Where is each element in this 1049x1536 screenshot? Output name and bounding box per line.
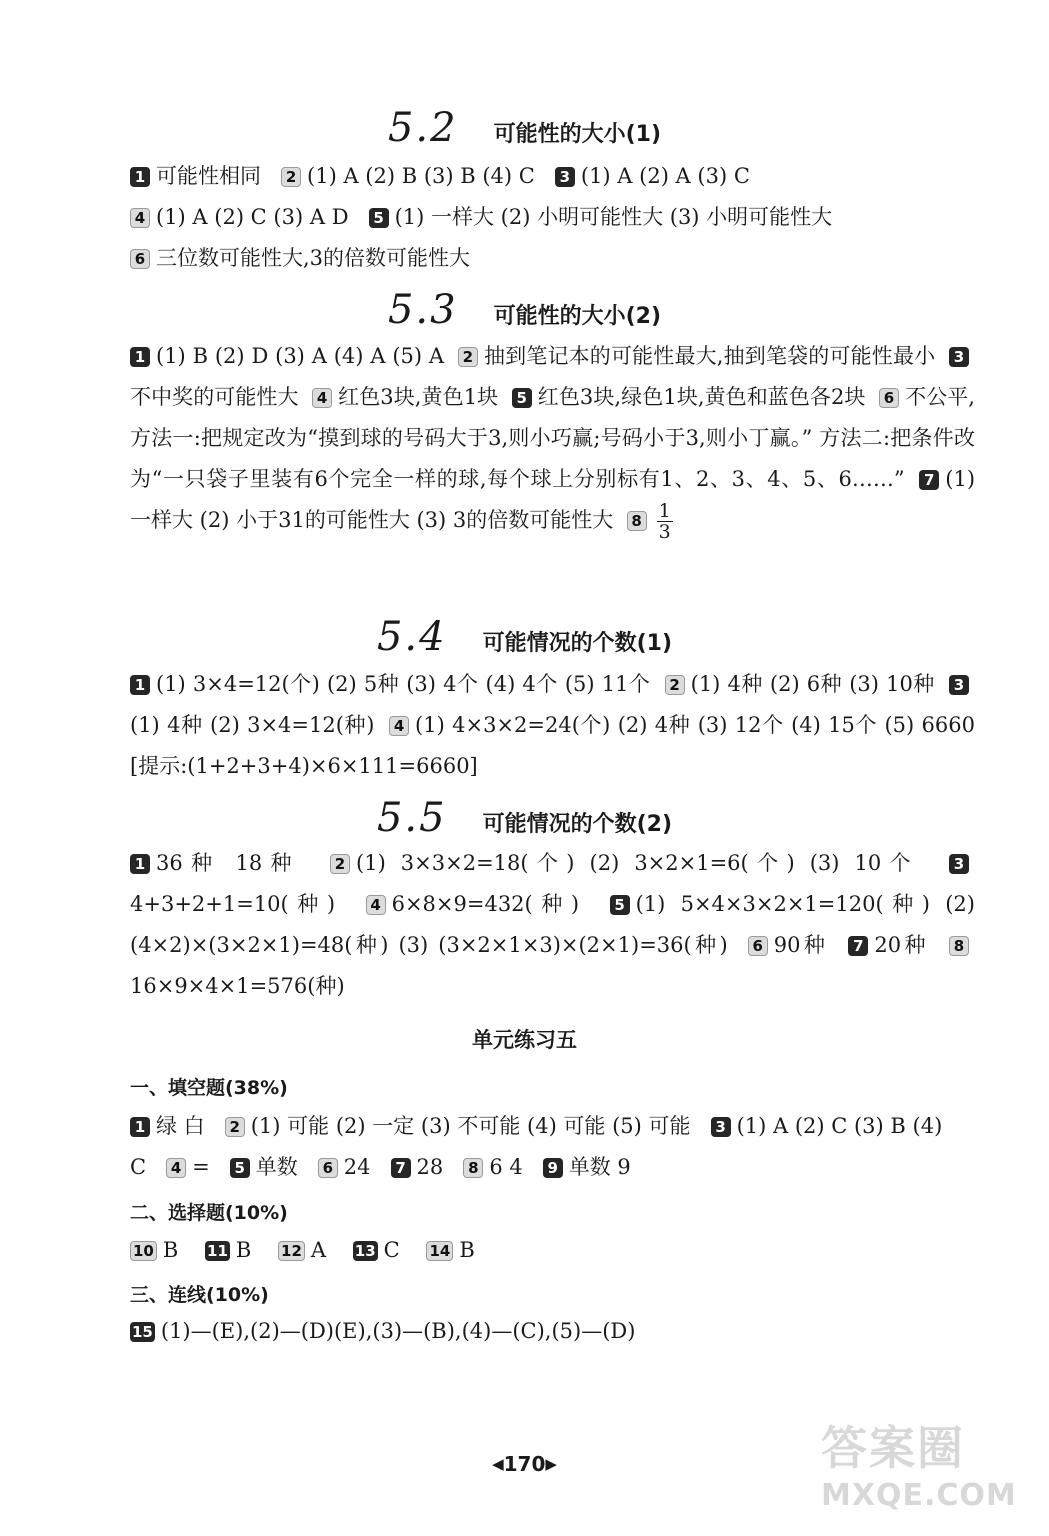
answers-5-3 [130, 336, 975, 542]
question-badge: 5 [230, 1158, 250, 1178]
question-badge: 11 [207, 1242, 228, 1260]
question-badge: 2 [225, 1117, 245, 1137]
answers-fill-blank [130, 1106, 975, 1188]
section-title-5-5 [0, 795, 1049, 841]
question-badge: 3 [949, 675, 969, 695]
fraction [657, 501, 673, 542]
answer-text: (1) 一样大 (2) 小于31的可能性大 (3) 3的倍数可能性大 [130, 467, 976, 532]
subhead-match: 三、连线(10%) [130, 1284, 269, 1306]
section-heading: 可能情况的个数(2) [482, 812, 673, 837]
question-badge: 10 [130, 1241, 157, 1261]
question-badge: 4 [166, 1158, 186, 1178]
answer-text: 20种 [874, 933, 929, 957]
question-badge: 3 [555, 167, 575, 187]
answer-text: 不公平,方法一:把规定改为“摸到球的号码大于3,则小巧赢;号码小于3,则小丁赢。” 方法二:把条件改为“一只袋子里装有6个完全一样的球,每个球上分别标有1、2、3、4、5、6……” [130, 385, 975, 491]
answer-text: (1) 4种 (2) 3×4=12(种) [130, 713, 375, 737]
answer-text: (1) A (2) A (3) C [580, 164, 750, 188]
question-badge: 13 [354, 1242, 376, 1260]
answer-text: (1) A (2) C (3) A D [156, 205, 349, 229]
question-badge: 12 [278, 1241, 305, 1261]
question-badge: 7 [391, 1158, 411, 1178]
fraction-denominator: 3 [658, 521, 671, 543]
section-number: 5.5 [376, 795, 447, 841]
question-badge: 2 [665, 675, 685, 695]
question-badge: 4 [312, 388, 332, 408]
question-badge: 1 [130, 675, 150, 695]
answers-5-4 [130, 664, 975, 787]
question-badge: 9 [543, 1158, 563, 1178]
answer-text: A [310, 1238, 327, 1262]
question-badge: 1 [130, 167, 150, 187]
question-badge: 6 [879, 388, 899, 408]
answers-5-2 [130, 156, 975, 279]
question-badge: 7 [848, 936, 868, 956]
question-badge: 4 [130, 208, 150, 228]
section-number: 5.3 [387, 287, 458, 333]
question-badge: 1 [130, 854, 150, 874]
answer-text: 24 [343, 1155, 371, 1179]
answer-text: (1) A (2) B (3) B (4) C [307, 164, 535, 188]
answer-text: (1) 3×3×2=18(个) (2) 3×2×1=6(个) (3) 10个 [356, 851, 919, 875]
watermark-main: 答案圈 [821, 1421, 965, 1475]
question-badge: 6 [318, 1158, 338, 1178]
section-title-5-3 [0, 287, 1049, 333]
answer-text: B [162, 1238, 179, 1262]
answer-text: 单数 9 [568, 1155, 631, 1179]
question-badge: 4 [366, 895, 386, 915]
answer-text: 绿 白 [156, 1114, 205, 1138]
answer-text: C [383, 1238, 400, 1262]
question-badge: 5 [369, 208, 389, 228]
question-badge: 5 [610, 895, 630, 915]
question-badge: 8 [627, 511, 647, 531]
section-title-5-4 [0, 614, 1049, 660]
answer-text: 抽到笔记本的可能性最大,抽到笔袋的可能性最小 [483, 344, 936, 368]
section-title-5-2 [0, 105, 1049, 151]
section-number: 5.2 [387, 105, 458, 151]
answer-text: 16×9×4×1=576(种) [130, 974, 345, 998]
question-badge: 6 [748, 936, 768, 956]
answers-choice [130, 1230, 975, 1271]
subhead-choice: 二、选择题(10%) [130, 1202, 288, 1224]
unit-title: 单元练习五 [472, 1028, 577, 1052]
answer-text: 红色3块,绿色1块,黄色和蓝色各2块 [537, 385, 866, 409]
answer-text: 90种 [773, 933, 829, 957]
section-number: 5.4 [376, 614, 447, 660]
answer-text: (1) B (2) D (3) A (4) A (5) A [156, 344, 445, 368]
question-badge: 8 [949, 936, 969, 956]
question-badge: 2 [281, 167, 301, 187]
question-badge: 5 [512, 388, 532, 408]
answer-text: B [459, 1238, 475, 1262]
answer-text: 红色3块,黄色1块 [338, 385, 499, 409]
fraction-numerator: 1 [658, 500, 671, 522]
answer-text: (1) 5×4×3×2×1=120(种) (2) (4×2)×(3×2×1)=48(种) (3) (3×2×1×3)×(2×1)=36(种) [130, 892, 975, 957]
section-heading: 可能性的大小(2) [493, 304, 662, 329]
question-badge: 15 [132, 1323, 153, 1341]
answer-text: 6 4 [489, 1155, 523, 1179]
answer-text: (1) 一样大 (2) 小明可能性大 (3) 小明可能性大 [394, 205, 833, 229]
question-badge: 4 [389, 716, 409, 736]
right-triangle-icon: ▶ [545, 1455, 557, 1473]
question-badge: 6 [130, 249, 150, 269]
question-badge: 14 [426, 1241, 453, 1261]
page-number-text: 170 [503, 1452, 546, 1476]
answer-text: 三位数可能性大,3的倍数可能性大 [156, 246, 471, 270]
answers-match [130, 1311, 975, 1352]
subhead-fill-blank: 一、填空题(38%) [130, 1077, 288, 1099]
watermark-logo [821, 1412, 1031, 1522]
question-badge: 1 [130, 1117, 150, 1137]
answer-text: 可能性相同 [156, 164, 261, 188]
question-badge: 2 [330, 854, 350, 874]
answer-text: B [235, 1238, 252, 1262]
left-triangle-icon: ◀ [492, 1455, 504, 1473]
watermark-url: MXQE.COM [821, 1478, 1017, 1513]
answer-text: 28 [416, 1155, 444, 1179]
question-badge: 3 [711, 1117, 731, 1137]
answer-text: 单数 [255, 1155, 298, 1179]
answer-text: 6×8×9=432(种) [391, 892, 580, 916]
answer-text: (1)—(E),(2)—(D)(E),(3)—(B),(4)—(C),(5)—(D) [160, 1319, 636, 1343]
question-badge: 7 [919, 470, 939, 490]
question-badge: 3 [949, 854, 969, 874]
answer-text: (1) A (2) C (3) B (4) C [130, 1114, 943, 1179]
answer-text: = [192, 1155, 210, 1179]
answers-5-5 [130, 843, 975, 1007]
answer-text: (1) 4×3×2=24(个) (2) 4种 (3) 12个 (4) 15个 (5) 6660 [提示:(1+2+3+4)×6×111=6660] [130, 713, 975, 778]
question-badge: 2 [458, 347, 478, 367]
question-badge: 8 [463, 1158, 483, 1178]
answer-text: 36种 18种 [156, 851, 300, 875]
answer-text: 不中奖的可能性大 [130, 385, 299, 409]
question-badge: 3 [949, 347, 969, 367]
question-badge: 1 [130, 347, 150, 367]
section-heading: 可能情况的个数(1) [482, 631, 673, 656]
answer-text: 4+3+2+1=10(种) [130, 892, 336, 916]
section-heading: 可能性的大小(1) [493, 122, 662, 147]
answer-text: (1) 可能 (2) 一定 (3) 不可能 (4) 可能 (5) 可能 [250, 1114, 691, 1138]
answer-text: (1) 3×4=12(个) (2) 5种 (3) 4个 (4) 4个 (5) 11个 [156, 672, 651, 696]
answer-text: (1) 4种 (2) 6种 (3) 10种 [690, 672, 935, 696]
